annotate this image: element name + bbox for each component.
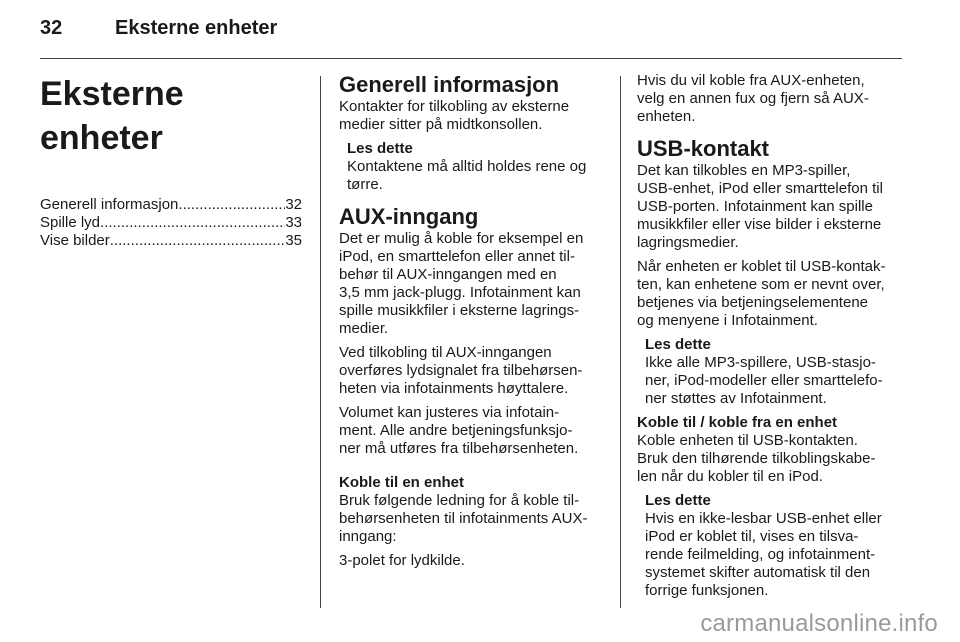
chapter-title: Eksterne enheter	[40, 75, 184, 157]
toc-entry-title: Vise bilder	[40, 232, 110, 249]
toc-entry-title: Spille lyd	[40, 214, 101, 231]
header-rule	[40, 58, 902, 59]
column-2	[339, 72, 604, 576]
toc-leader	[178, 196, 285, 214]
note-text: Hvis en ikke-lesbar USB-enhet eller iPod er koblet til, vises en tilsva- rende feilmelding, og infotainment- systemet skifter automatisk til den forrige funksjonen.	[645, 510, 882, 599]
column-1	[40, 72, 302, 250]
usb-paragraph-2: Når enheten er koblet til USB-kontak- ten, kan enhetene som er nevnt over, betjenes via betjeningselementene og menyene i Infotainment.	[637, 258, 886, 329]
note-title: Les dette	[347, 140, 413, 157]
note-text: Ikke alle MP3-spillere, USB-stasjo- ner, iPod-modeller eller smarttelefo- ner støttes av Infotainment.	[645, 354, 883, 407]
toc-leader	[110, 232, 286, 250]
toc-entry-page: 35	[285, 232, 302, 249]
note-box	[637, 492, 905, 600]
toc-entry[interactable]	[40, 196, 302, 214]
toc-entry[interactable]	[40, 214, 302, 232]
note-box	[339, 140, 604, 194]
section-heading-usb: USB-kontakt	[637, 136, 770, 161]
column-divider-1	[320, 76, 321, 608]
page-header	[40, 17, 277, 40]
section-heading-general: Generell informasjon	[339, 72, 560, 97]
watermark: carmanualsonline.info	[700, 610, 938, 637]
aux-paragraph-3: Volumet kan justeres via infotain- ment. Alle andre betjeningsfunksjo- ner må utføres fra tilbehørsenheten.	[339, 404, 579, 457]
note-box	[637, 336, 905, 408]
usb-paragraph-1: Det kan tilkobles en MP3-spiller, USB-enhet, iPod eller smarttelefon til USB-porten. Infotainment kan spille musikkfiler eller vise bilder i eksterne lagringsmedier.	[637, 162, 883, 251]
toc-entry-page: 32	[285, 196, 302, 213]
note-title: Les dette	[645, 336, 711, 353]
subheading-connect-disconnect: Koble til / koble fra en enhet	[637, 414, 838, 431]
toc-leader	[100, 214, 285, 232]
connect-paragraph: Bruk følgende ledning for å koble til- behørsenheten til infotainments AUX- inngang:	[339, 492, 588, 545]
toc-entry-title: Generell informasjon	[40, 196, 179, 213]
usb-connect-paragraph: Koble enheten til USB-kontakten. Bruk den tilhørende tilkoblingskabe- len når du kobler til en iPod.	[637, 432, 876, 485]
intro-paragraph: Kontakter for tilkobling av eksterne medier sitter på midtkonsollen.	[339, 98, 570, 133]
connect-paragraph-2: 3-polet for lydkilde.	[339, 552, 465, 569]
section-heading-aux: AUX-inngang	[339, 204, 479, 229]
column-3	[637, 72, 905, 606]
note-text: Kontaktene må alltid holdes rene og tørre.	[347, 158, 587, 193]
aux-paragraph-1: Det er mulig å koble for eksempel en iPod, en smarttelefon eller annet til- behør til AUX-inngangen med en 3,5 mm jack-plugg. Infotainment kan spille musikkfiler i eksterne lagrings- medier.	[339, 230, 584, 337]
toc-entry[interactable]	[40, 232, 302, 250]
note-title: Les dette	[645, 492, 711, 509]
aux-paragraph-2: Ved tilkobling til AUX-inngangen overføres lydsignalet fra tilbehørsen- heten via infotainments høyttalere.	[339, 344, 583, 397]
toc-entry-page: 33	[285, 214, 302, 231]
column-divider-2	[620, 76, 621, 608]
running-title: Eksterne enheter	[115, 17, 278, 39]
disconnect-paragraph: Hvis du vil koble fra AUX-enheten, velg en annen fux og fjern så AUX- enheten.	[637, 72, 869, 125]
table-of-contents	[40, 196, 302, 250]
page-number: 32	[40, 17, 63, 39]
subheading-connect: Koble til en enhet	[339, 474, 465, 491]
